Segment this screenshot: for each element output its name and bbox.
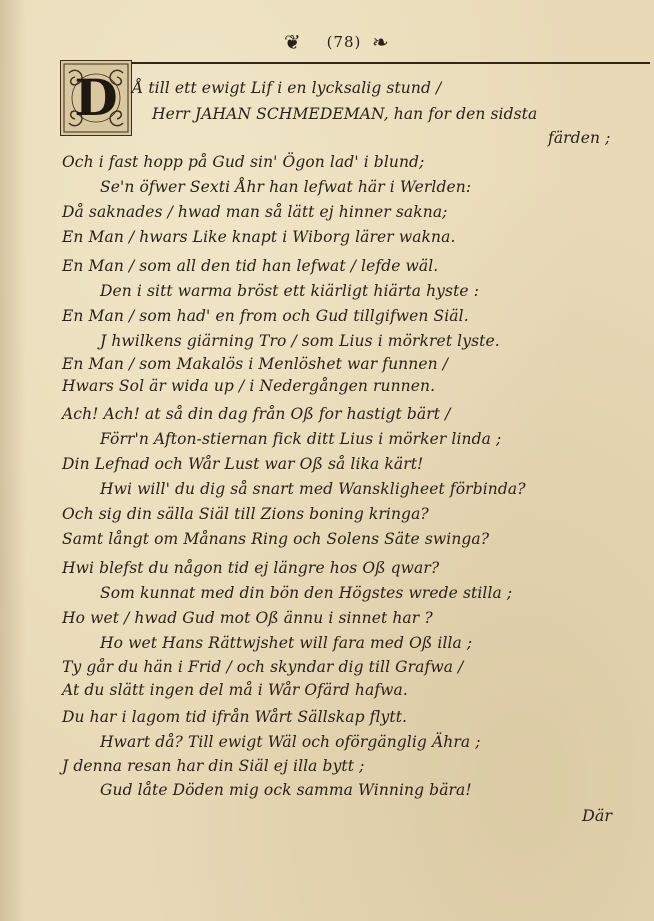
text-line: Ho wet / hwad Gud mot Oß ännu i sinnet har ? <box>62 609 433 627</box>
text-line: Hwars Sol är wida up / i Nedergången runnen. <box>62 377 436 395</box>
text-line: Den i sitt warma bröst ett kiärligt hiärta hyste : <box>100 282 480 300</box>
text-line: Du har i lagom tid ifrån Wårt Sällskap flytt. <box>62 708 408 726</box>
text-line: Herr JAHAN SCHMEDEMAN, han for den sidsta <box>152 105 538 123</box>
catchword: Där <box>582 806 613 825</box>
text-line: J hwilkens giärning Tro / som Lius i mörkret lyste. <box>100 332 500 350</box>
text-line: Och i fast hopp på Gud sin' Ögon lad' i blund; <box>62 153 425 171</box>
text-line: Å till ett ewigt Lif i en lycksalig stund / <box>132 79 442 97</box>
text-line: Ach! Ach! at så din dag från Oß for hastigt bärt / <box>62 405 451 423</box>
text-line: Din Lefnad och Wår Lust war Oß så lika kärt! <box>62 455 424 473</box>
text-line: J denna resan har din Siäl ej illa bytt ; <box>62 757 365 775</box>
text-line: Samt långt om Månans Ring och Solens Säte swinga? <box>62 530 490 548</box>
ornament-right-icon: ❧ <box>372 30 389 54</box>
text-line: Förr'n Afton-stiernan fick ditt Lius i mörker linda ; <box>100 430 502 448</box>
text-line: Gud låte Döden mig ock samma Winning bära! <box>100 781 472 799</box>
text-line: En Man / hwars Like knapt i Wiborg lärer wakna. <box>62 228 456 246</box>
text-line: Och sig din sälla Siäl till Zions boning kringa? <box>62 505 429 523</box>
text-line: Hwi blefst du någon tid ej längre hos Oß qwar? <box>62 559 440 577</box>
text-line: En Man / som had' en from och Gud tillgifwen Siäl. <box>62 307 469 325</box>
page-gutter-shadow <box>0 0 26 921</box>
page-header <box>0 30 654 54</box>
decorated-initial <box>60 60 132 136</box>
text-line: Ty går du hän i Frid / och skyndar dig till Grafwa / <box>62 658 464 676</box>
ornament-left-icon: ❦ <box>284 30 301 54</box>
text-line: En Man / som all den tid han lefwat / lefde wäl. <box>62 257 439 275</box>
text-line: Se'n öfwer Sexti Åhr han lefwat här i Werlden: <box>100 178 472 196</box>
text-line: Då saknades / hwad man så lätt ej hinner sakna; <box>62 203 448 221</box>
text-line: Som kunnat med din bön den Högstes wrede stilla ; <box>100 584 513 602</box>
text-line: Ho wet Hans Rättwjshet will fara med Oß illa ; <box>100 634 473 652</box>
text-line: Hwart då? Till ewigt Wäl och oförgänglig Ähra ; <box>100 733 481 751</box>
text-line: Hwi will' du dig så snart med Wanskligheet förbinda? <box>100 480 526 498</box>
text-line: färden ; <box>548 129 611 147</box>
header-rule <box>62 62 650 64</box>
initial-letter: D <box>74 68 118 127</box>
text-line: At du slätt ingen del må i Wår Ofärd hafwa. <box>62 681 408 699</box>
page-number: (78) <box>326 33 362 51</box>
text-line: En Man / som Makalös i Menlöshet war funnen / <box>62 355 449 373</box>
